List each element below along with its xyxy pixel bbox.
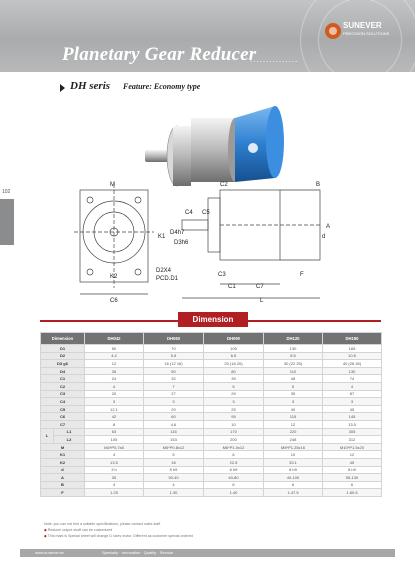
table-cell: 1.25 bbox=[85, 489, 144, 497]
dimension-table bbox=[40, 332, 382, 497]
table-cell: 115 bbox=[264, 413, 323, 421]
table-cell: 50 bbox=[144, 367, 204, 375]
table-row bbox=[41, 451, 382, 459]
page-number: 102 bbox=[2, 189, 11, 195]
technical-drawing bbox=[70, 176, 345, 304]
table-cell: M6*P1.0x12 bbox=[204, 443, 264, 451]
table-cell: 1.40 bbox=[204, 489, 264, 497]
bolt-hole-4 bbox=[135, 269, 141, 275]
table-cell: 80 bbox=[204, 367, 264, 375]
table-cell: 200 bbox=[204, 436, 264, 444]
table-cell: 6 h9 bbox=[204, 466, 264, 474]
label-c1: C1 bbox=[228, 284, 236, 290]
table-header-row bbox=[41, 333, 382, 345]
row-label: A bbox=[41, 474, 85, 482]
table-cell: 70 bbox=[144, 345, 204, 353]
table-cell: 130 bbox=[264, 345, 323, 353]
table-cell: 8 h9 bbox=[323, 466, 382, 474]
table-cell: 3 bbox=[85, 398, 144, 406]
table-cell: 12 bbox=[264, 420, 323, 428]
label-c5: C5 bbox=[202, 210, 210, 216]
table-cell: 40 bbox=[264, 405, 323, 413]
table-cell: 16 (12 16) bbox=[144, 360, 204, 368]
table-cell: 42 bbox=[85, 413, 144, 421]
row-label: K2 bbox=[41, 458, 85, 466]
brand-name: SUNEVER bbox=[343, 21, 382, 30]
table-row bbox=[41, 352, 382, 360]
table-cell: 35 bbox=[264, 390, 323, 398]
table-cell: 30-40 bbox=[144, 474, 204, 482]
table-cell: 30 (22 25) bbox=[264, 360, 323, 368]
table-cell: 33.1 bbox=[264, 458, 323, 466]
table-cell: 22.5 bbox=[204, 458, 264, 466]
header-model: DH060 bbox=[144, 333, 204, 345]
table-cell: 6 bbox=[264, 481, 323, 489]
label-l: L bbox=[260, 298, 264, 304]
bolt-hole-3 bbox=[87, 269, 93, 275]
row-label: L1 bbox=[54, 428, 85, 436]
label-c4: C4 bbox=[185, 210, 193, 216]
table-cell: 55-130 bbox=[323, 474, 382, 482]
table-cell: 3 bbox=[204, 398, 264, 406]
table-cell: 18 bbox=[144, 458, 204, 466]
table-cell: 10 bbox=[264, 451, 323, 459]
table-cell: M5*P0.8x12 bbox=[144, 443, 204, 451]
table-cell: 130 bbox=[323, 367, 382, 375]
row-label: M bbox=[41, 443, 85, 451]
row-group-label: L bbox=[41, 428, 54, 443]
row-label: D4 bbox=[41, 367, 85, 375]
table-cell: 20 (18 20) bbox=[204, 360, 264, 368]
table-cell: 10 bbox=[204, 420, 264, 428]
table-cell: 3 bbox=[323, 398, 382, 406]
label-m: M bbox=[110, 182, 115, 188]
header-model: DH042 bbox=[85, 333, 144, 345]
table-row bbox=[41, 489, 382, 497]
table-cell: 6.5 bbox=[204, 352, 264, 360]
table-row bbox=[41, 420, 382, 428]
label-c6: C6 bbox=[110, 298, 118, 304]
table-row bbox=[41, 428, 382, 436]
label-a: A bbox=[326, 224, 331, 230]
table-cell: 39 bbox=[204, 375, 264, 383]
table-cell: 116 bbox=[144, 428, 204, 436]
table-row bbox=[41, 481, 382, 489]
table-row bbox=[41, 367, 382, 375]
page-title: Planetary Gear Reducer bbox=[62, 44, 257, 65]
table-cell: 12 bbox=[323, 451, 382, 459]
label-c2: C2 bbox=[220, 182, 228, 188]
table-cell: 5 h9 bbox=[144, 466, 204, 474]
section-title: Dimension bbox=[178, 312, 248, 327]
row-label: D1 bbox=[41, 345, 85, 353]
table-cell: 30 bbox=[85, 474, 144, 482]
row-label: C7 bbox=[41, 420, 85, 428]
bullet-arrow-icon bbox=[60, 84, 65, 92]
header-model: DH120 bbox=[264, 333, 323, 345]
header-dimension: Dimension bbox=[41, 333, 85, 345]
label-d4h7: D4h7 bbox=[170, 230, 185, 236]
table-cell: 6 bbox=[323, 481, 382, 489]
header-model: DH150 bbox=[323, 333, 382, 345]
table-cell: 10.5 bbox=[323, 352, 382, 360]
table-cell: 12 bbox=[85, 360, 144, 368]
table-cell: 13.5 bbox=[323, 420, 382, 428]
table-cell: 170 bbox=[204, 428, 264, 436]
table-cell: 50 bbox=[85, 345, 144, 353]
table-cell: 312 bbox=[323, 436, 382, 444]
table-cell: 4 bbox=[144, 481, 204, 489]
table-row bbox=[41, 390, 382, 398]
row-label: D3 g6 bbox=[41, 360, 85, 368]
note-1: Note: you can not find a suitable specifications, please contact sales staff bbox=[44, 522, 161, 526]
title-dots: ............... bbox=[250, 55, 299, 64]
table-cell: 20 bbox=[144, 405, 204, 413]
series-feature: Feature: Economy type bbox=[123, 82, 201, 91]
table-cell: 13.5 bbox=[85, 458, 144, 466]
table-cell: 74 bbox=[323, 375, 382, 383]
table-cell: 3 h bbox=[85, 466, 144, 474]
label-c3: C3 bbox=[218, 272, 226, 278]
note-3 bbox=[44, 534, 193, 538]
table-cell: 45 bbox=[323, 405, 382, 413]
table-cell: 8.5 bbox=[264, 352, 323, 360]
series-name: DH seris bbox=[70, 80, 111, 92]
table-cell: M4*P0.7x8 bbox=[85, 443, 144, 451]
row-label: C5 bbox=[41, 405, 85, 413]
table-row bbox=[41, 405, 382, 413]
row-label: L2 bbox=[54, 436, 85, 444]
label-f: F bbox=[300, 272, 304, 278]
table-cell: 24 bbox=[85, 375, 144, 383]
table-cell: 40 (28 45) bbox=[323, 360, 382, 368]
note-2-text: Reducer output shaft can be customized bbox=[47, 528, 113, 532]
table-cell: 5 bbox=[144, 451, 204, 459]
table-cell: 4 bbox=[85, 481, 144, 489]
table-cell: 145 bbox=[323, 413, 382, 421]
table-cell: 105 bbox=[85, 436, 144, 444]
table-cell: 4 bbox=[85, 451, 144, 459]
label-c7: C7 bbox=[256, 284, 264, 290]
table-cell: 87 bbox=[323, 390, 382, 398]
table-cell: 32 bbox=[144, 375, 204, 383]
table-row bbox=[41, 466, 382, 474]
adapter-face bbox=[266, 106, 284, 178]
label-d2x4: D2X4 bbox=[156, 268, 172, 274]
table-row bbox=[41, 345, 382, 353]
table-cell: 5 bbox=[264, 382, 323, 390]
table-cell: 1.30 bbox=[144, 489, 204, 497]
table-row bbox=[41, 382, 382, 390]
label-pcd: PCD.D1 bbox=[156, 276, 179, 282]
table-cell: 48 bbox=[264, 375, 323, 383]
table-cell: 5.5 bbox=[144, 352, 204, 360]
side-flange bbox=[208, 198, 220, 252]
table-cell: 165 bbox=[323, 345, 382, 353]
row-label: C1 bbox=[41, 375, 85, 383]
side-view bbox=[182, 190, 320, 298]
table-cell: 5 bbox=[204, 382, 264, 390]
table-cell: M10*P1.5x20 bbox=[323, 443, 382, 451]
footer-tagline: Specialty · Innovation · Quality · Service bbox=[102, 550, 174, 555]
table-cell: 4 bbox=[323, 382, 382, 390]
row-label: C2 bbox=[41, 382, 85, 390]
table-cell: 105 bbox=[204, 345, 264, 353]
bolt-hole-2 bbox=[135, 197, 141, 203]
row-label: C3 bbox=[41, 390, 85, 398]
table-row bbox=[41, 436, 382, 444]
note-bullet-icon: ◆ bbox=[44, 528, 48, 532]
table-cell: 60 bbox=[144, 413, 204, 421]
row-label: D2 bbox=[41, 352, 85, 360]
table-cell: 1.47.5 bbox=[264, 489, 323, 497]
table-cell: 6 bbox=[204, 481, 264, 489]
label-k1: K1 bbox=[158, 234, 166, 240]
table-cell: 20 bbox=[85, 390, 144, 398]
table-row bbox=[41, 443, 382, 451]
row-label: d bbox=[41, 466, 85, 474]
row-label: F bbox=[41, 489, 85, 497]
label-b: B bbox=[316, 182, 321, 188]
table-cell: 4.6 bbox=[144, 420, 204, 428]
table-cell: 45 bbox=[323, 458, 382, 466]
label-k2: K2 bbox=[110, 274, 118, 280]
brand-subtitle: PRECISION SOLUTIONS bbox=[343, 31, 390, 36]
note-3-text: This mark is Special sheet will change D sizes motor. Different as customer special ordered bbox=[47, 534, 193, 538]
table-row bbox=[41, 474, 382, 482]
logo-badge-icon bbox=[248, 143, 258, 153]
table-cell: 35 bbox=[85, 367, 144, 375]
table-cell: 4.4 bbox=[85, 352, 144, 360]
table-cell: 220 bbox=[264, 428, 323, 436]
table-cell: 8 bbox=[85, 420, 144, 428]
label-d3h6: D3h6 bbox=[174, 240, 189, 246]
row-label: C4 bbox=[41, 398, 85, 406]
table-row bbox=[41, 375, 382, 383]
row-label: B bbox=[41, 481, 85, 489]
bolt-hole-1 bbox=[87, 197, 93, 203]
footer-bar bbox=[20, 549, 395, 557]
header-model: DH090 bbox=[204, 333, 264, 345]
table-cell: 4 bbox=[85, 382, 144, 390]
table-cell: 1.60.5 bbox=[323, 489, 382, 497]
table-cell: 3 bbox=[264, 398, 323, 406]
table-cell: 153 bbox=[144, 436, 204, 444]
table-cell: 40-80 bbox=[204, 474, 264, 482]
row-label: K1 bbox=[41, 451, 85, 459]
table-cell: 63 bbox=[85, 428, 144, 436]
table-cell: 7 bbox=[144, 382, 204, 390]
table-row bbox=[41, 360, 382, 368]
table-cell: 29 bbox=[204, 390, 264, 398]
table-row bbox=[41, 458, 382, 466]
side-tab bbox=[0, 199, 14, 245]
footer-url: www.sunever.tw bbox=[35, 550, 64, 555]
side-shaft bbox=[182, 220, 208, 230]
note-2 bbox=[44, 528, 112, 532]
row-label: C6 bbox=[41, 413, 85, 421]
table-cell: 248 bbox=[264, 436, 323, 444]
note-bullet-icon: ◆ bbox=[44, 534, 48, 538]
table-cell: M8*P1.25x16 bbox=[264, 443, 323, 451]
table-cell: 110 bbox=[264, 367, 323, 375]
table-cell: 27 bbox=[144, 390, 204, 398]
table-cell: 95 bbox=[204, 413, 264, 421]
table-cell: 8 h9 bbox=[264, 466, 323, 474]
table-cell: 25 bbox=[204, 405, 264, 413]
table-row bbox=[41, 413, 382, 421]
table-cell: 6 bbox=[204, 451, 264, 459]
table-row bbox=[41, 398, 382, 406]
table-cell: 40-100 bbox=[264, 474, 323, 482]
label-d: d bbox=[322, 234, 326, 240]
table-cell: 12.1 bbox=[85, 405, 144, 413]
table-cell: 305 bbox=[323, 428, 382, 436]
table-cell: 3 bbox=[144, 398, 204, 406]
